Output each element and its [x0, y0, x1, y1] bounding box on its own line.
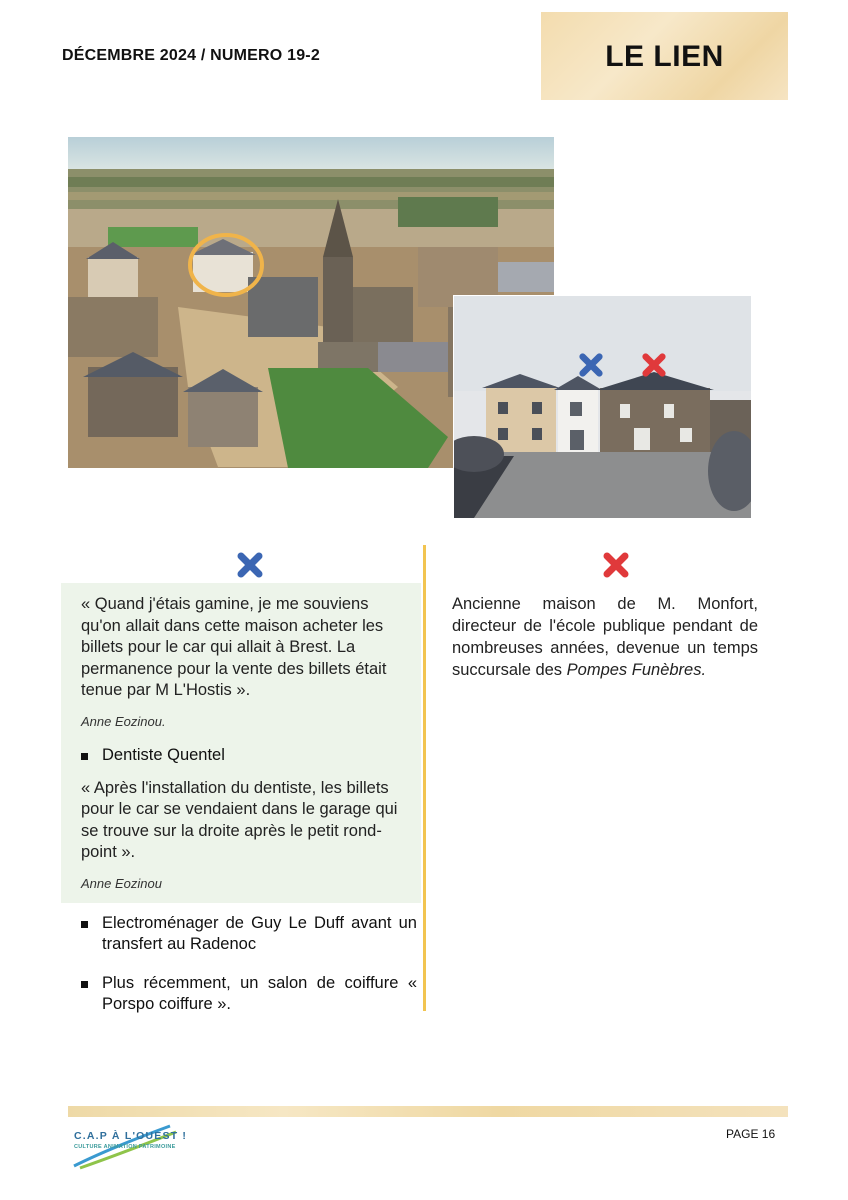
bullet-item — [81, 973, 417, 1015]
blue-cross-icon — [578, 352, 604, 378]
author-1: Anne Eozinou. — [81, 713, 166, 729]
column-divider — [423, 545, 426, 1011]
bullet-2-text: Electroménager de Guy Le Duff avant un transfert au Radenoc — [102, 913, 417, 953]
header-issue: DÉCEMBRE 2024 / NUMERO 19-2 — [62, 47, 320, 64]
header-title-box — [541, 12, 788, 100]
quote-2: « Après l'installation du dentiste, les billets pour le car se vendaient dans le garage qui se trouve sur la droite après le petit rond-point ». — [81, 778, 398, 861]
square-bullet-icon — [81, 921, 88, 928]
bullet-1-text: Dentiste Quentel — [102, 745, 225, 764]
square-bullet-icon — [81, 981, 88, 988]
left-column — [61, 583, 421, 1033]
right-text-body: Ancienne maison de M. Monfort, directeur de l'école publique pendant de nombreuses années, devenue un temps succursale des — [452, 595, 758, 679]
logo-tagline: CULTURE ANIMATION PATRIMOINE — [74, 1144, 176, 1150]
page-number: PAGE 16 — [726, 1127, 776, 1141]
quote-1: « Quand j'étais gamine, je me souviens qu'on allait dans cette maison acheter les billets pour le car qui allait à Brest. La permanence pour la vente des billets était tenue par M L'Hostis ». — [81, 595, 387, 699]
recent-street-photo — [453, 295, 752, 519]
blue-cross-icon — [236, 551, 264, 579]
bullet-item — [81, 913, 417, 955]
quote-box — [61, 583, 421, 903]
right-text-italic: Pompes Funèbres. — [566, 661, 707, 679]
header-title: LE LIEN — [605, 40, 724, 73]
cap-a-louest-logo — [70, 1118, 190, 1170]
bullet-item — [81, 745, 401, 766]
square-bullet-icon — [81, 753, 88, 760]
red-cross-icon — [641, 352, 667, 378]
right-column-text — [452, 593, 758, 681]
bullet-3-text: Plus récemment, un salon de coiffure « Porspo coiffure ». — [102, 973, 417, 1013]
logo-name: C.A.P À L'OUEST ! — [74, 1130, 188, 1142]
author-2: Anne Eozinou — [81, 875, 162, 891]
bullet-list — [61, 903, 421, 1015]
footer-band — [68, 1106, 788, 1117]
red-cross-icon — [602, 551, 630, 579]
